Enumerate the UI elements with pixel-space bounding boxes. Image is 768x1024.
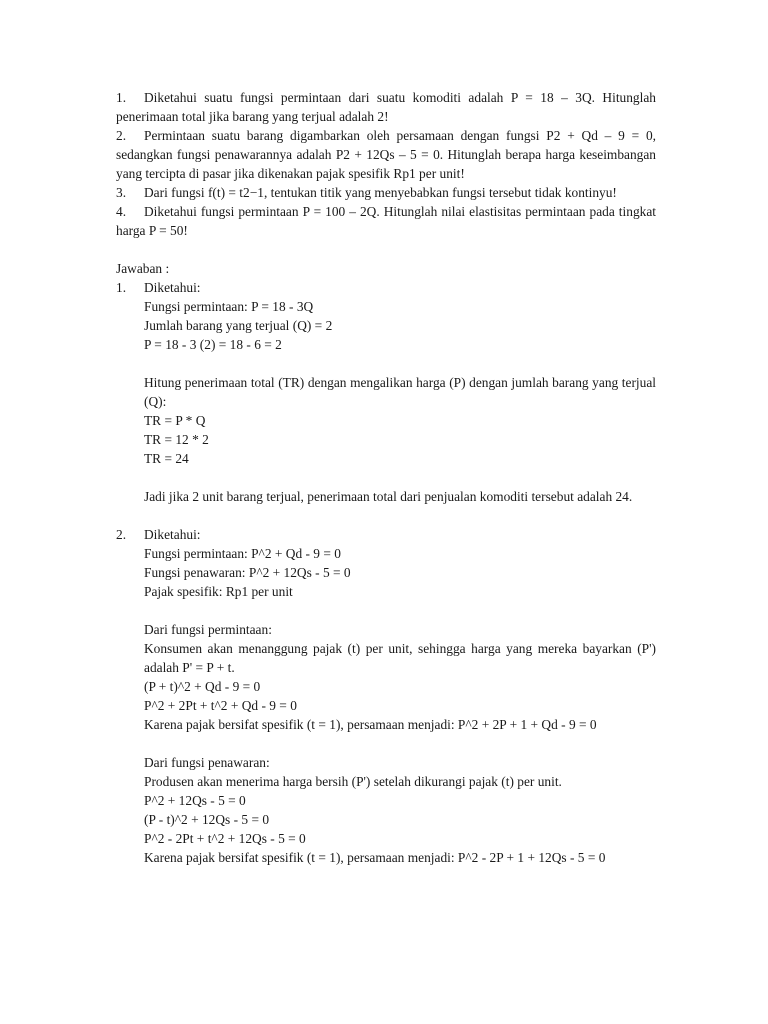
- question-4: [116, 202, 656, 240]
- answer-2-number: 2.: [116, 527, 127, 542]
- supply-line: P^2 - 2Pt + t^2 + 12Qs - 5 = 0: [144, 831, 306, 846]
- answer-1-line: P = 18 - 3 (2) = 18 - 6 = 2: [144, 337, 282, 352]
- demand-line: P^2 + 2Pt + t^2 + Qd - 9 = 0: [144, 698, 297, 713]
- question-text: Diketahui fungsi permintaan P = 100 – 2Q. Hitunglah nilai elastisitas permintaan pada tingkat harga P = 50!: [116, 204, 656, 238]
- jawaban-label: Jawaban :: [116, 261, 170, 276]
- answer-1-paragraph: Hitung penerimaan total (TR) dengan mengalikan harga (P) dengan jumlah barang yang terjual (Q):: [144, 375, 656, 409]
- demand-heading: Dari fungsi permintaan:: [144, 622, 272, 637]
- question-number: 3.: [116, 185, 127, 200]
- demand-paragraph: Konsumen akan menanggung pajak (t) per unit, sehingga harga yang mereka bayarkan (P') adalah P' = P + t.: [144, 641, 656, 675]
- demand-line: Karena pajak bersifat spesifik (t = 1), persamaan menjadi: P^2 + 2P + 1 + Qd - 9 = 0: [144, 717, 597, 732]
- question-text: Dari fungsi f(t) = t2−1, tentukan titik yang menyebabkan fungsi tersebut tidak kontinyu!: [144, 185, 617, 200]
- answer-1-diketahui: Diketahui:: [144, 280, 201, 295]
- question-text: Diketahui suatu fungsi permintaan dari suatu komoditi adalah P = 18 – 3Q. Hitunglah penerimaan total jika barang yang terjual adalah 2!: [116, 90, 656, 124]
- question-number: 4.: [116, 204, 127, 219]
- question-2: [116, 126, 656, 183]
- supply-line: Produsen akan menerima harga bersih (P') setelah dikurangi pajak (t) per unit.: [144, 774, 562, 789]
- question-3: [116, 183, 656, 202]
- answer-1-line: Jumlah barang yang terjual (Q) = 2: [144, 318, 333, 333]
- question-1: [116, 88, 656, 126]
- answer-1-tr-line: TR = P * Q: [144, 413, 206, 428]
- answer-1-line: Fungsi permintaan: P = 18 - 3Q: [144, 299, 314, 314]
- answer-1-tr-line: TR = 12 * 2: [144, 432, 209, 447]
- demand-line: (P + t)^2 + Qd - 9 = 0: [144, 679, 261, 694]
- answer-2-line: Fungsi permintaan: P^2 + Qd - 9 = 0: [144, 546, 341, 561]
- supply-heading: Dari fungsi penawaran:: [144, 755, 270, 770]
- answer-2-line: Pajak spesifik: Rp1 per unit: [144, 584, 293, 599]
- supply-line: Karena pajak bersifat spesifik (t = 1), persamaan menjadi: P^2 - 2P + 1 + 12Qs - 5 = 0: [144, 850, 606, 865]
- question-number: 2.: [116, 128, 127, 143]
- answer-2-line: Fungsi penawaran: P^2 + 12Qs - 5 = 0: [144, 565, 351, 580]
- answer-1-tr-line: TR = 24: [144, 451, 189, 466]
- answer-1-number: 1.: [116, 280, 127, 295]
- question-text: Permintaan suatu barang digambarkan oleh persamaan dengan fungsi P2 + Qd – 9 = 0, sedangkan fungsi penawarannya adalah P2 + 12Qs – 5 = 0. Hitunglah berapa harga keseimbangan yang tercipta di pasar jika dikenakan pajak spesifik Rp1 per unit!: [116, 128, 656, 181]
- question-number: 1.: [116, 90, 127, 105]
- supply-line: (P - t)^2 + 12Qs - 5 = 0: [144, 812, 270, 827]
- supply-line: P^2 + 12Qs - 5 = 0: [144, 793, 246, 808]
- answer-2-diketahui: Diketahui:: [144, 527, 201, 542]
- answer-1-conclusion: Jadi jika 2 unit barang terjual, penerimaan total dari penjualan komoditi tersebut adalah 24.: [144, 489, 633, 504]
